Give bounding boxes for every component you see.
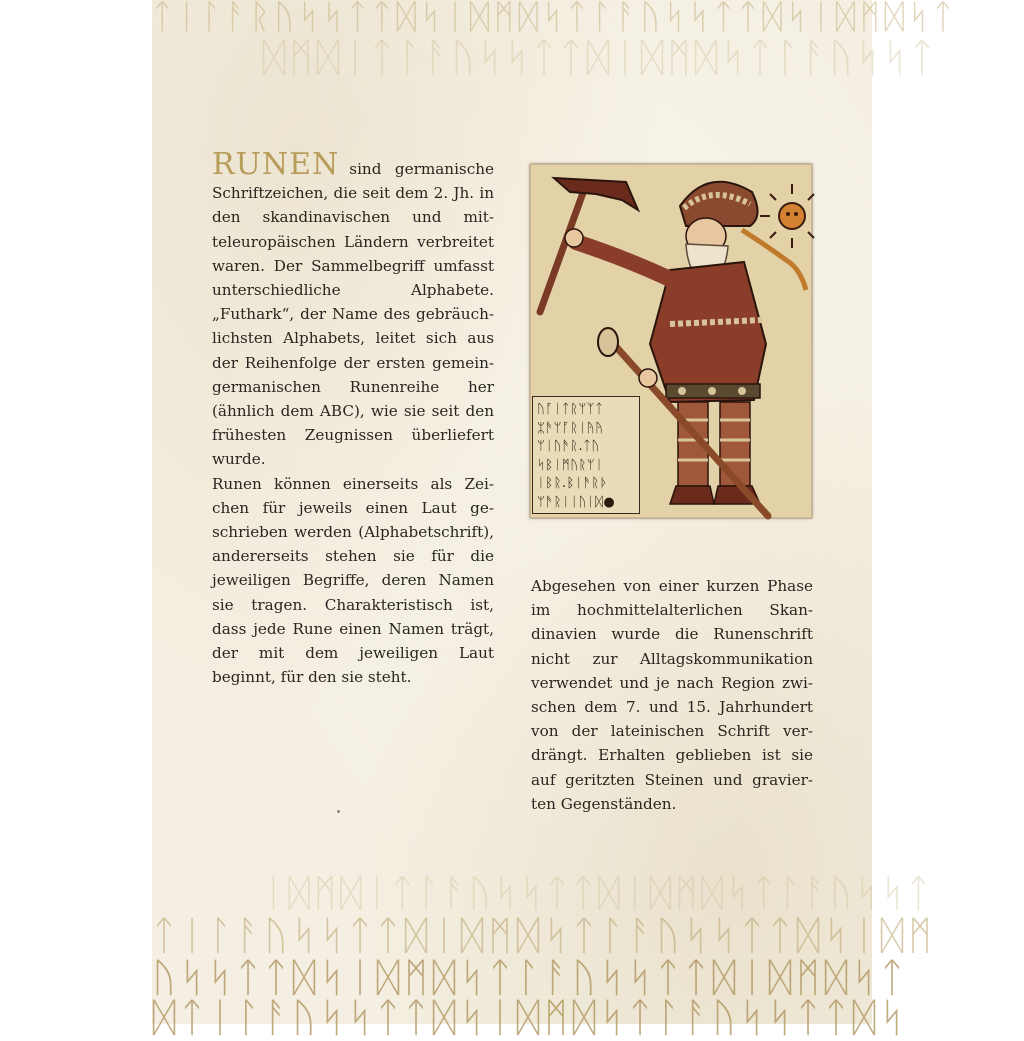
intro-paragraph <box>212 147 494 472</box>
rune-border-top-row-2: ᛞᛗᛞᛁᛏᛚᚨᚢᛋᛋᛏᛏᛞᛁᛞᛗᛞᛋᛏᛚᚨᚢᛋᛋᛏ <box>262 35 937 81</box>
rune-inscription-box <box>532 396 640 514</box>
rune-border-bottom-row-2: ᛏᛁᛚᚨᚢᛋᛋᛏᛏᛞᛁᛞᛗᛞᛋᛏᛚᚨᚢᛋᛋᛏᛏᛞᛋᛁᛞᛗ <box>152 913 936 959</box>
right-text-column <box>531 574 813 816</box>
right-paragraph: Abgesehen von einer kurzen Phase im hochmittelalterlichen Skandinavien wurde die Runenschrift nicht zur Alltagskommunikation verwendet und je nach Region zwischen dem 7. und 15. Jahrhundert von der lateinischen Schrift verdrängt. Erhalten geblieben ist sie auf geritzten Steinen und gravierten Gegenständen. <box>531 577 813 813</box>
paper-speck <box>337 810 340 813</box>
rune-inscription-line: ᛯᚫᛘᚪᚱᛁᚤᚤ <box>537 420 604 436</box>
rune-inscription-line: ᛘᛁᚢᚫᚱ.ᛏᚢ <box>537 439 600 454</box>
rune-border-top-row-1: ᛏᛁᛚᚨᚱᚢᛋᛋᛏᛏᛞᛋᛁᛞᛗᛞᛋᛏᛚᚨᚢᛋᛋᛏᛏᛞᛋᛁᛞᛗᛞᛋᛏ <box>152 0 958 37</box>
heading-word: RUNEN <box>212 147 340 182</box>
rune-border-bottom-row-1: ᛁᛞᛗᛞᛁᛏᛚᚨᚢᛋᛋᛏᛏᛞᛁᛞᛗᛞᛋᛏᛚᚨᚢᛋᛋᛏ <box>262 871 933 915</box>
rune-inscription-line: ᛁᛒᚱ.ᛒᛁᚫᚱᚦ <box>537 476 609 491</box>
rune-border-bottom-row-3: ᚢᛋᛋᛏᛏᛞᛋᛁᛞᛗᛞᛋᛏᛚᚨᚢᛋᛋᛏᛏᛞᛁᛞᛗᛞᛋᛏ <box>152 955 908 1001</box>
rune-inscription-line: ᛋᛒᛁᛗᚢᚱᛘᛁ <box>537 457 604 473</box>
rune-inscription-line: ᛘᚫᚱᛁᛁᚢᛁᛞ● <box>537 494 616 510</box>
rune-border-bottom-row-4: ᛞᛏᛁᛚᚨᚢᛋᛋᛏᛏᛞᛋᛁᛞᛗᛞᛋᛏᛚᚨᚢᛋᛋᛏᛏᛞᛋ <box>152 995 908 1041</box>
odin-illustration <box>530 164 812 518</box>
second-paragraph: Runen können einerseits als Zeichen für jeweils einen Laut geschrieben werden (Alphabetschrift), andererseits stehen sie für die jeweiligen Begriffe, deren Namen sie tragen. Charakteristisch ist, dass jede Rune einen Namen trägt, der mit dem jeweiligen Laut beginnt, für den sie steht. <box>212 474 494 687</box>
book-page <box>152 0 958 1041</box>
intro-text: sind germanische Schriftzeichen, die seit dem 2. Jh. in den skandinavischen und mitteleuropäischen Ländern verbreitet waren. Der Sammelbegriff umfasst unterschiedliche Alphabete. „Futhark“, der Name des gebräuchlichsten Alphabets, leitet sich aus der Reihenfolge der ersten gemeingermanischen Runenreihe her (ähnlich dem ABC), wie sie seit den frühesten Zeugnissen überliefert wurde. <box>212 160 494 469</box>
left-text-column <box>212 147 494 689</box>
rune-inscription-line: ᚢᚪᛁᛏᚱᛘᛉᛏ <box>537 402 604 417</box>
